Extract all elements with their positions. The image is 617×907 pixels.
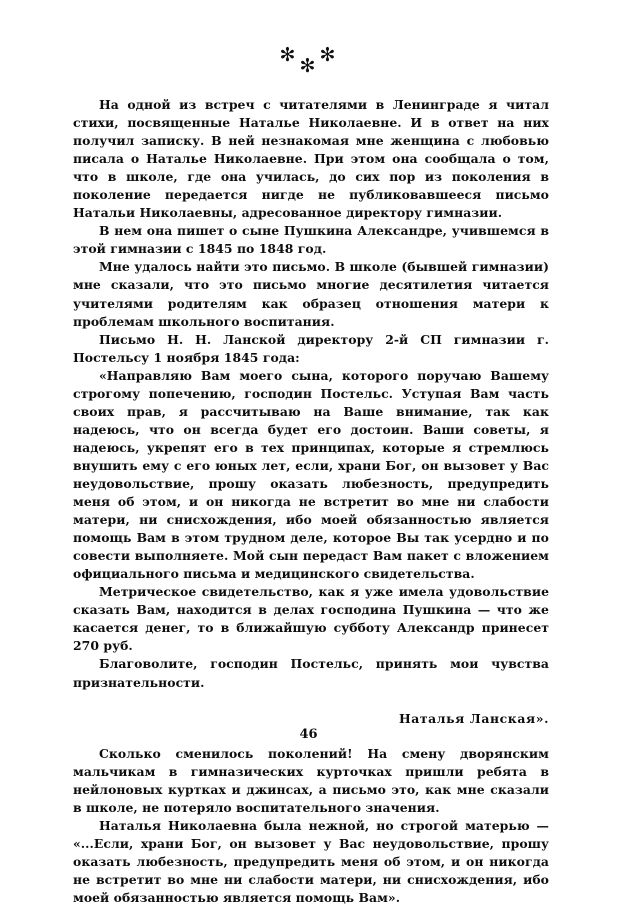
paragraph-letter-closing: Благоволите, господин Постельс, принять мои чувства признательности. xyxy=(73,656,549,690)
paragraph-found-letter: Мне удалось найти это письмо. В школе (бывшей гимназии) мне сказали, что это письмо многие десятилетия читается учителями родителям как образец отношения матери к проблемам школьного воспитания. xyxy=(73,259,549,329)
paragraph-tender-strict: Наталья Николаевна была нежной, но строгой матерью — «...Если, храни Бог, он вызовет у Вас неудовольствие, прошу оказать любезность, предупредить меня об этом, и он никогда не встретит во мне ни слабости матери, ни снисхождения, ибо моей обязанностью является помощь Вам». xyxy=(73,817,549,906)
paragraph-letter-body-1: «Направляю Вам моего сына, которого поручаю Вашему строгому попечению, господин Постельс. Уступая Вам часть своих прав, я рассчитываю на Ваше внимание, так как надеюсь, что он всегда будет его достоин. Ваши советы, я надеюсь, укрепят его в тех принципах, которые я стремлюсь внушить ему с его юных лет, если, храни Бог, он вызовет у Вас неудовольствие, прошу оказать любезность, предупредить меня об этом, и он никогда не встретит во мне ни слабости матери, ни снисхождения, ибо моей обязанностью является помощь Вам в этом трудном деле, которое Вы так усердно и по совести выполняете. Мой сын передаст Вам пакет с вложением официального письма и медицинского свидетельства. xyxy=(73,367,549,582)
asterisk-icon-center: ✻ xyxy=(299,55,316,77)
section-ornament xyxy=(0,46,617,80)
ornament-cluster xyxy=(274,46,344,76)
body-text-block xyxy=(73,96,549,907)
page-number: 46 xyxy=(299,727,318,742)
asterisk-icon-right: ✻ xyxy=(319,44,336,66)
paragraph-generations: Сколько сменилось поколений! На смену дворянским мальчикам в гимназических курточках пришли ребята в нейлоновых куртках и джинсах, а письмо это, как мне сказали в школе, не потеряло воспитательного значения. xyxy=(73,745,549,815)
paragraph-letter-heading: Письмо Н. Н. Ланской директору 2-й СП гимназии г. Постельсу 1 ноября 1845 года: xyxy=(73,331,549,365)
paragraph-intro-meeting: На одной из встреч с читателями в Ленинграде я читал стихи, посвященные Наталье Николаевне. И в ответ на них получил записку. В ней незнакомая мне женщина с любовью писала о Наталье Николаевне. При этом она сообщала о том, что в школе, где она училась, до сих пор из поколения в поколение передается нигде не публиковавшееся письмо Натальи Николаевны, адресованное директору гимназии. xyxy=(73,97,549,221)
paragraph-letter-body-2: Метрическое свидетельство, как я уже имела удовольствие сказать Вам, находится в делах господина Пушкина — что же касается денег, то в ближайшую субботу Александр принесет 270 руб. xyxy=(73,584,549,654)
paragraph-about-son: В нем она пишет о сыне Пушкина Александре, учившемся в этой гимназии с 1845 по 1848 год. xyxy=(73,223,549,257)
letter-signature: Наталья Ланская». xyxy=(398,710,549,726)
asterisk-icon-left: ✻ xyxy=(279,44,296,66)
